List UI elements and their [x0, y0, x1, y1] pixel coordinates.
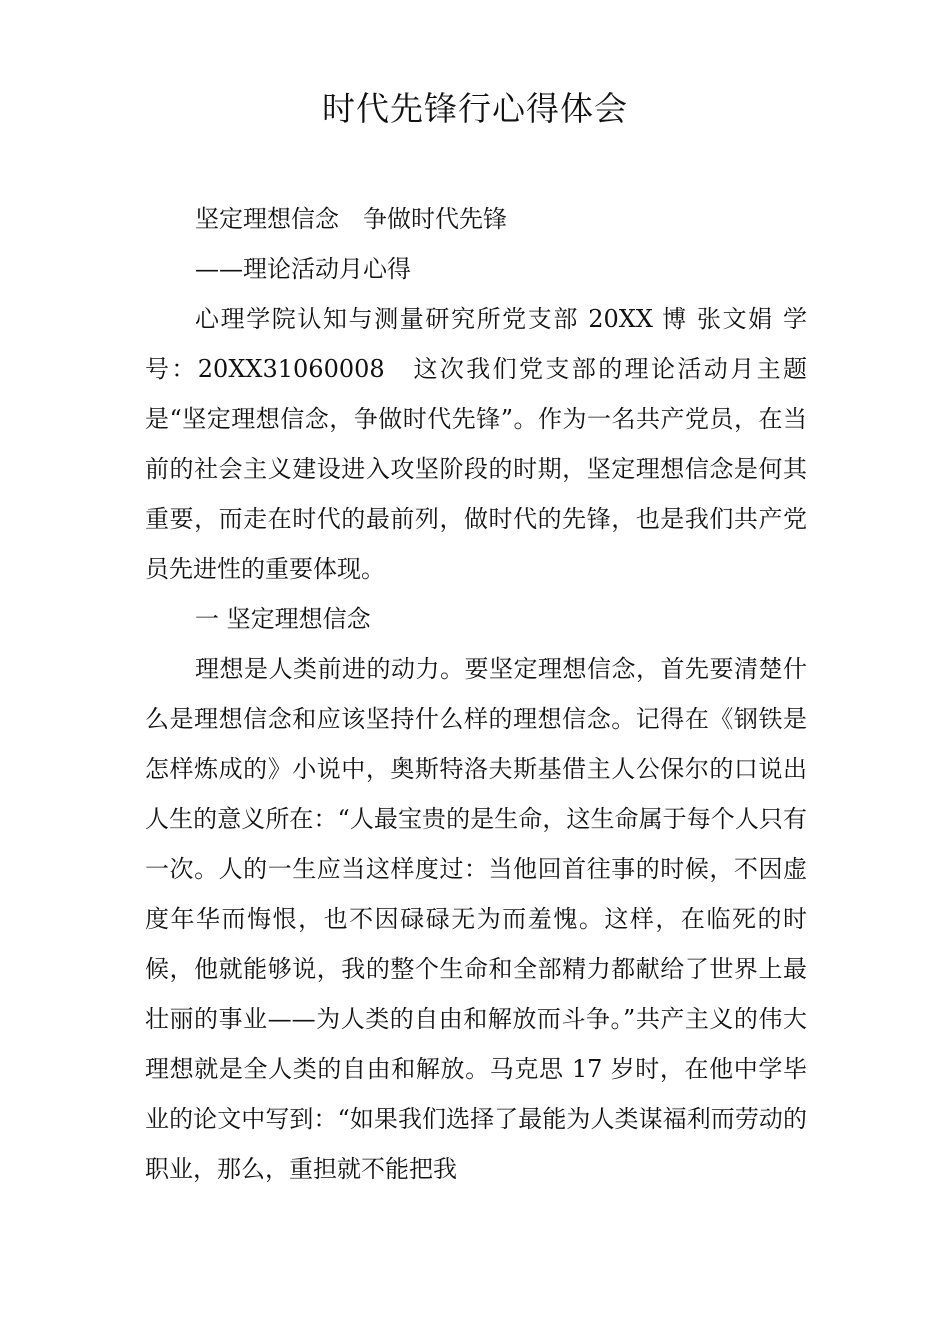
document-body	[145, 194, 807, 1194]
section-heading: 一 坚定理想信念	[195, 605, 371, 633]
intro-paragraph: 心理学院认知与测量研究所党支部 20XX 博 张文娟 学号：20XX31060008 这次我们党支部的理论活动月主题是“坚定理想信念，争做时代先锋”。作为一名共产党员，在当前的社会主义建设进入攻坚阶段的时期，坚定理想信念是何其重要，而走在时代的最前列，做时代的先锋，也是我们共产党员先进性的重要体现。	[145, 305, 807, 583]
subtitle-dash-line: ——理论活动月心得	[195, 255, 411, 283]
document-title: 时代先锋行心得体会	[322, 89, 628, 128]
body-paragraph: 理想是人类前进的动力。要坚定理想信念，首先要清楚什么是理想信念和应该坚持什么样的理想信念。记得在《钢铁是怎样炼成的》小说中，奥斯特洛夫斯基借主人公保尔的口说出人生的意义所在：“人最宝贵的是生命，这生命属于每个人只有一次。人的一生应当这样度过：当他回首往事的时候，不因虚度年华而悔恨，也不因碌碌无为而羞愧。这样，在临死的时候，他就能够说，我的整个生命和全部精力都献给了世界上最壮丽的事业——为人类的自由和解放而斗争。”共产主义的伟大理想就是全人类的自由和解放。马克思 17 岁时，在他中学毕业的论文中写到：“如果我们选择了最能为人类谋福利而劳动的职业，那么，重担就不能把我	[145, 655, 807, 1183]
subtitle-line: 坚定理想信念 争做时代先锋	[195, 205, 507, 233]
